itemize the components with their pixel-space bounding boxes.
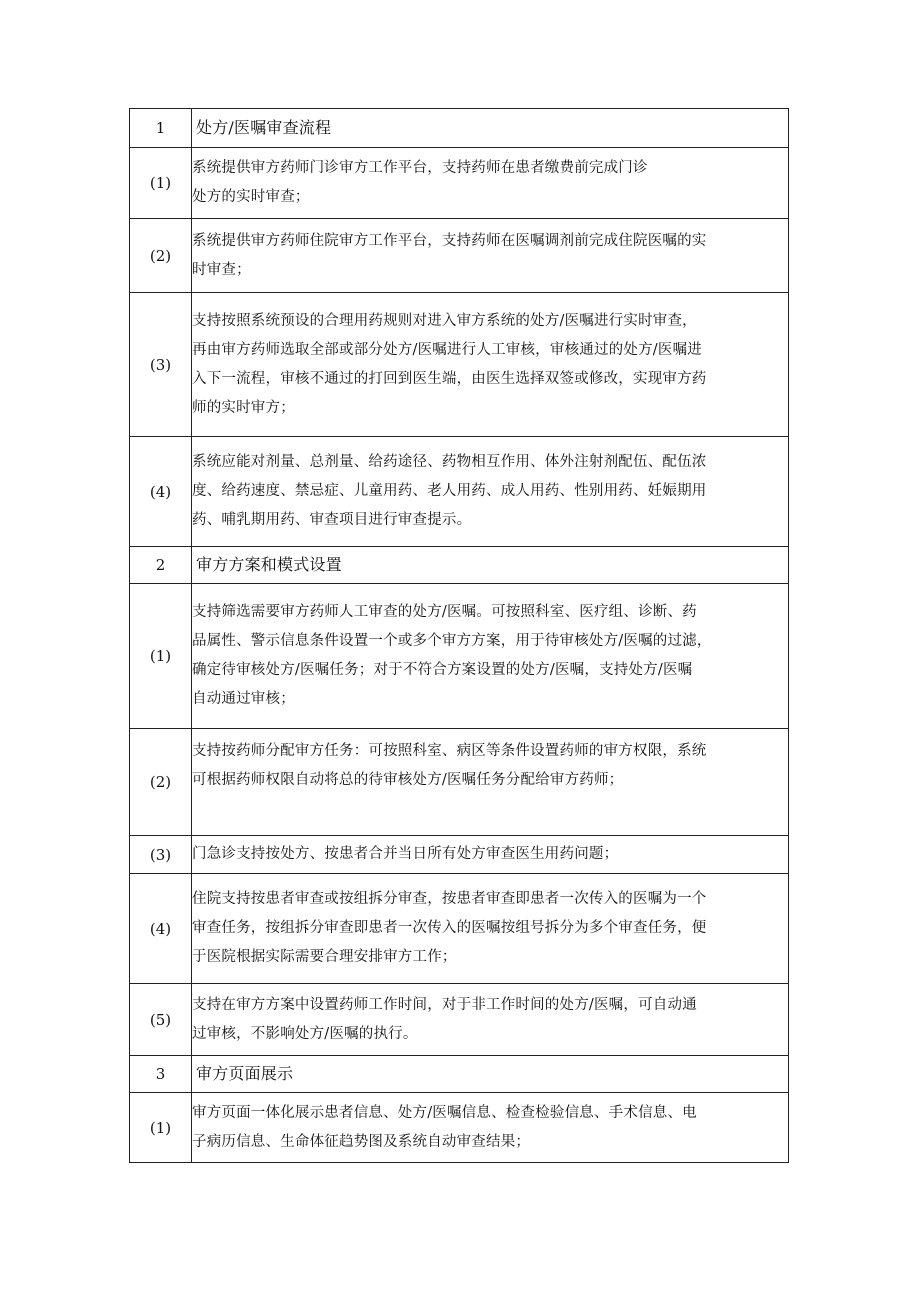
text-line: 支持筛选需要审方药师人工审查的处方/医嘱。可按照科室、医疗组、诊断、药	[192, 604, 697, 620]
section-title: 审方方案和模式设置	[192, 547, 789, 584]
text-line: 审查任务，按组拆分审查即患者一次传入的医嘱按组号拆分为多个审查任务，便	[192, 920, 707, 936]
item-number: (1)	[130, 148, 192, 219]
section-row	[130, 547, 789, 584]
section-title: 处方/医嘱审查流程	[192, 109, 789, 148]
requirements-table	[129, 108, 789, 1163]
section-row	[130, 1056, 789, 1093]
item-text	[192, 729, 789, 836]
item-row	[130, 148, 789, 219]
text-line: 确定待审核处方/医嘱任务；对于不符合方案设置的处方/医嘱，支持处方/医嘱	[192, 662, 693, 678]
text-line: 审方页面一体化展示患者信息、处方/医嘱信息、检查检验信息、手术信息、电	[192, 1104, 697, 1121]
item-row	[130, 874, 789, 984]
item-number: (1)	[130, 1093, 192, 1163]
item-number: (1)	[130, 584, 192, 729]
text-line: 药、哺乳期用药、审查项目进行审查提示。	[192, 512, 472, 528]
text-line: 支持在审方方案中设置药师工作时间，对于非工作时间的处方/医嘱，可自动通	[192, 996, 697, 1013]
item-number: (2)	[130, 219, 192, 293]
section-number: 2	[130, 547, 192, 584]
item-text	[192, 148, 789, 219]
item-number: (3)	[130, 836, 192, 874]
item-text	[192, 584, 789, 729]
text-line: 再由审方药师选取全部或部分处方/医嘱进行人工审核，审核通过的处方/医嘱进	[192, 341, 702, 358]
text-line: 系统提供审方药师住院审方工作平台，支持药师在医嘱调剂前完成住院医嘱的实	[192, 232, 707, 249]
text-line: 入下一流程，审核不通过的打回到医生端，由医生选择双签或修改，实现审方药	[192, 370, 707, 387]
item-row	[130, 293, 789, 437]
section-row	[130, 109, 789, 148]
text-line: 门急诊支持按处方、按患者合并当日所有处方审查医生用药问题；	[192, 846, 619, 862]
item-row	[130, 219, 789, 293]
item-row	[130, 729, 789, 836]
item-text	[192, 836, 789, 874]
text-line: 于医院根据实际需要合理安排审方工作；	[192, 949, 457, 965]
item-text	[192, 1093, 789, 1163]
item-text	[192, 984, 789, 1056]
item-number: (2)	[130, 729, 192, 836]
item-text	[192, 437, 789, 547]
text-line: 自动通过审核；	[192, 691, 295, 707]
item-text	[192, 293, 789, 437]
item-row	[130, 584, 789, 729]
text-line: 住院支持按患者审查或按组拆分审查，按患者审查即患者一次传入的医嘱为一个	[192, 891, 707, 907]
item-number: (3)	[130, 293, 192, 437]
text-line: 品属性、警示信息条件设置一个或多个审方方案，用于待审核处方/医嘱的过滤，	[192, 633, 712, 649]
section-title: 审方页面展示	[192, 1056, 789, 1093]
section-number: 3	[130, 1056, 192, 1093]
text-line: 师的实时审方；	[192, 399, 295, 416]
text-line: 系统提供审方药师门诊审方工作平台，支持药师在患者缴费前完成门诊	[192, 160, 648, 176]
text-line: 度、给药速度、禁忌症、儿童用药、老人用药、成人用药、性别用药、妊娠期用	[192, 483, 707, 499]
text-line: 时审查；	[192, 261, 251, 278]
item-number: (4)	[130, 437, 192, 547]
text-line: 子病历信息、生命体征趋势图及系统自动审查结果；	[192, 1133, 531, 1150]
text-line: 支持按药师分配审方任务：可按照科室、病区等条件设置药师的审方权限，系统	[192, 743, 707, 759]
item-text	[192, 874, 789, 984]
text-line: 处方的实时审查；	[192, 189, 310, 205]
item-number: (5)	[130, 984, 192, 1056]
section-number: 1	[130, 109, 192, 148]
text-line: 系统应能对剂量、总剂量、给药途径、药物相互作用、体外注射剂配伍、配伍浓	[192, 454, 707, 470]
text-line: 支持按照系统预设的合理用药规则对进入审方系统的处方/医嘱进行实时审查，	[192, 312, 697, 329]
item-row	[130, 836, 789, 874]
text-line: 可根据药师权限自动将总的待审核处方/医嘱任务分配给审方药师；	[192, 772, 624, 788]
item-row	[130, 437, 789, 547]
text-line: 过审核，不影响处方/医嘱的执行。	[192, 1025, 418, 1042]
item-row	[130, 1093, 789, 1163]
item-row	[130, 984, 789, 1056]
item-number: (4)	[130, 874, 192, 984]
item-text	[192, 219, 789, 293]
